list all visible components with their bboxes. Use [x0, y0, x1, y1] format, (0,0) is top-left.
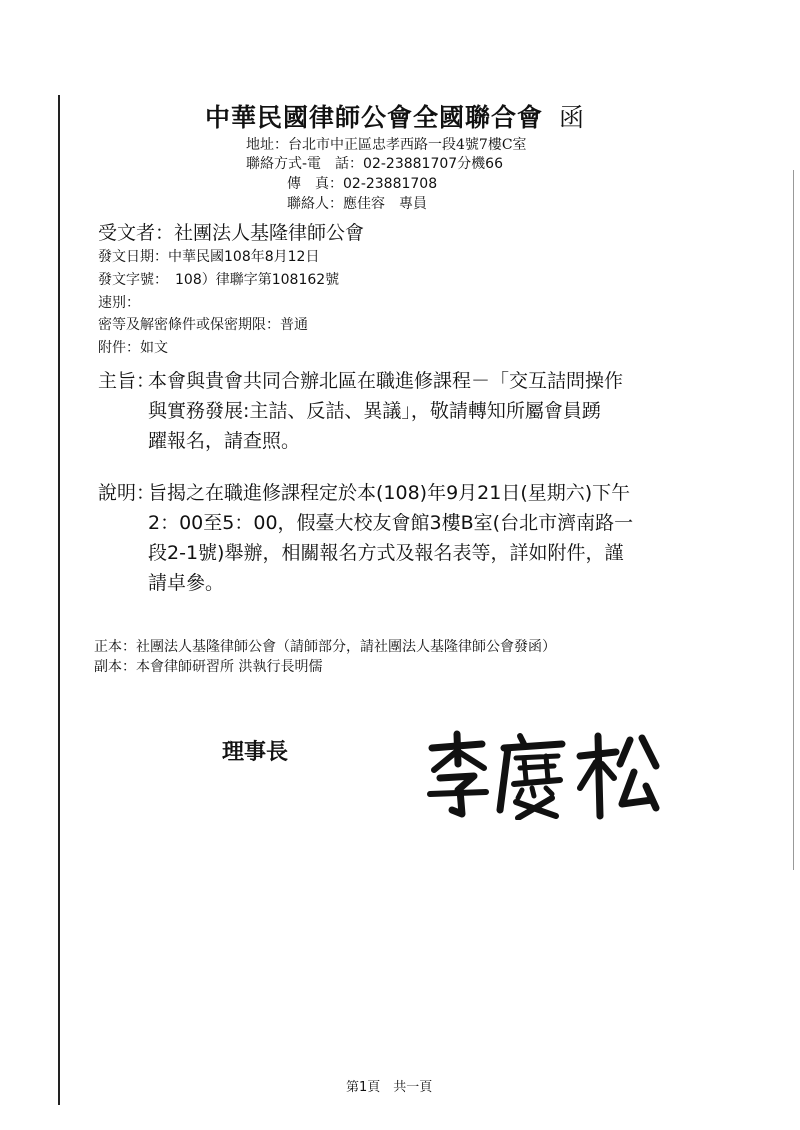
- delivery-speed: 速別：: [98, 295, 140, 311]
- page-number: 第1頁 共一頁: [346, 1080, 433, 1095]
- explanation-label: 說明：: [98, 482, 156, 504]
- subject-label: 主旨：: [98, 370, 156, 392]
- recipient: 受文者：社團法人基隆律師公會: [98, 222, 365, 244]
- attachment-note: 附件：如文: [98, 340, 168, 356]
- sender-fax: 傳 真：02-23881708: [287, 176, 438, 192]
- copy-recipient: 副本：本會律師研習所 洪執行長明儒: [94, 659, 323, 675]
- explanation-line: 旨揭之在職進修課程定於本(108)年9月21日(星期六)下午: [148, 482, 631, 504]
- original-recipient: 正本：社團法人基隆律師公會（請師部分，請社團法人基隆律師公會發函）: [94, 639, 556, 655]
- confidentiality-level: 密等及解密條件或保密期限：普通: [98, 317, 308, 333]
- sender-phone: 聯絡方式-電 話：02-23881707分機66: [246, 156, 503, 172]
- explanation-line: 請卓參。: [148, 572, 225, 594]
- chairman-title: 理事長: [222, 740, 289, 765]
- subject-line: 躍報名，請查照。: [148, 430, 301, 452]
- document-header-title: [205, 98, 585, 134]
- sender-address: 地址：台北市中正區忠孝西路一段4號7樓C室: [246, 137, 527, 153]
- doc-type: 函: [559, 103, 586, 132]
- issue-date: 發文日期：中華民國108年8月12日: [98, 249, 320, 265]
- org-name: 中華民國律師公會全國聯合會: [205, 103, 544, 132]
- explanation-line: 2：00至5：00，假臺大校友會館3樓B室(台北市濟南路一: [148, 512, 634, 534]
- explanation-line: 段2-1號)舉辦，相關報名方式及報名表等，詳如附件，謹: [148, 542, 624, 564]
- sender-contact: 聯絡人：應佳容 專員: [287, 196, 427, 212]
- chairman-signature: [420, 730, 660, 820]
- subject-line: 本會與貴會共同合辦北區在職進修課程－「交互詰問操作: [148, 370, 624, 392]
- document-number: 發文字號： 108）律聯字第108162號: [98, 272, 340, 288]
- scan-edge-line-right: [793, 170, 794, 870]
- subject-line: 與實務發展:主詰、反詰、異議」，敬請轉知所屬會員踴: [148, 400, 601, 422]
- scan-edge-line: [58, 95, 60, 1105]
